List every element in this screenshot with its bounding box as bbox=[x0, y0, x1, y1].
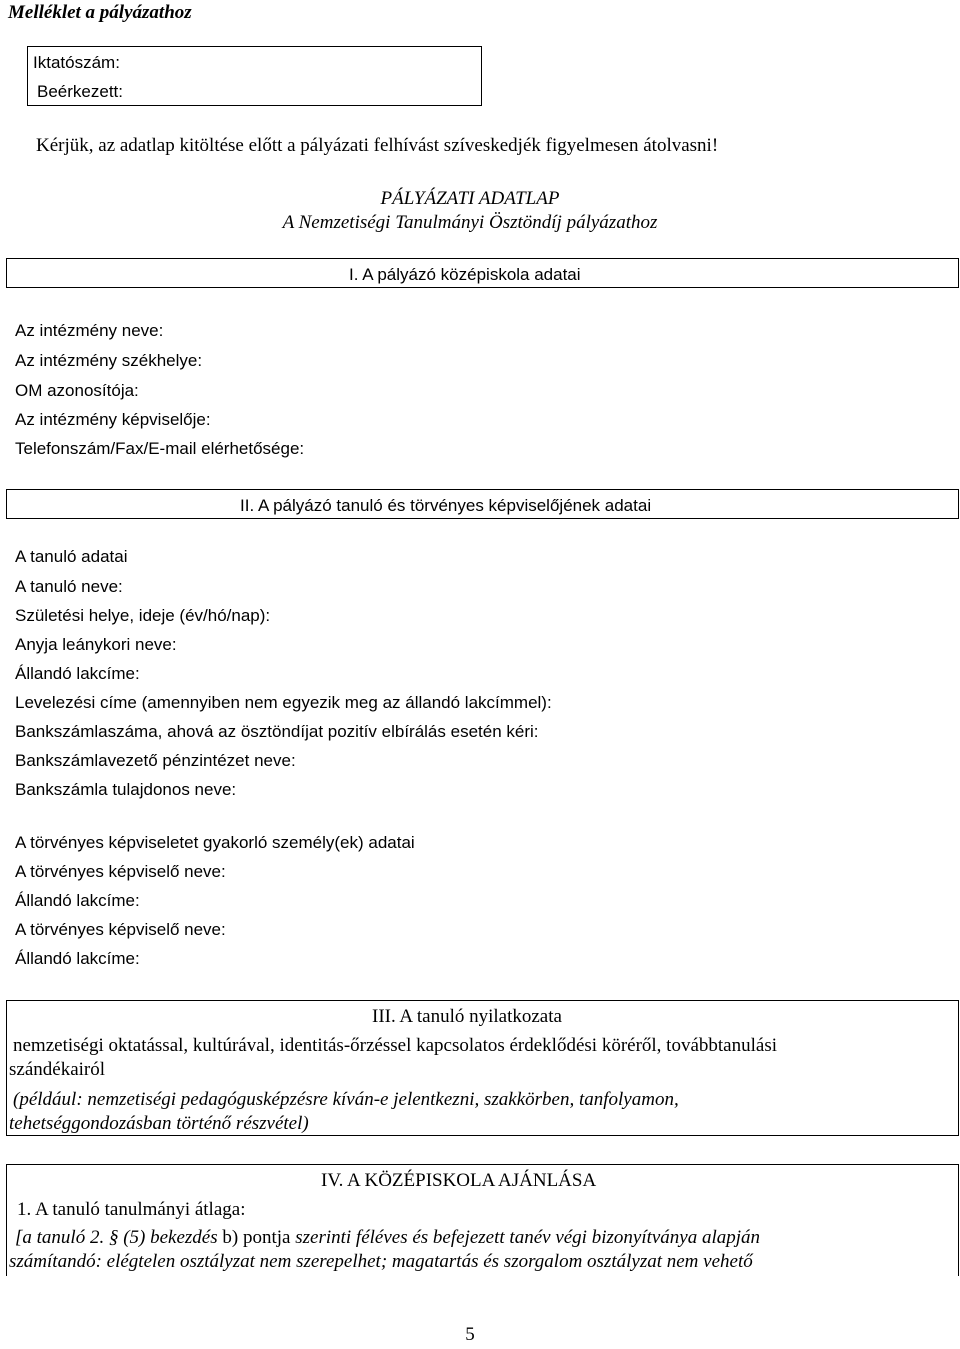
field-label: Állandó lakcíme: bbox=[15, 949, 140, 968]
field-label: Levelezési címe (amennyiben nem egyezik meg az állandó lakcímmel): bbox=[15, 693, 552, 712]
beerkezett-label: Beérkezett: bbox=[37, 82, 123, 101]
field-label: A tanuló neve: bbox=[15, 577, 123, 596]
note-part: § (5) bekezdés bbox=[108, 1227, 223, 1248]
field-label: A törvényes képviselő neve: bbox=[15, 862, 226, 881]
document-title: Melléklet a pályázathoz bbox=[8, 2, 192, 23]
field-label: Az intézmény neve: bbox=[15, 321, 164, 340]
declaration-line1: nemzetiségi oktatással, kultúrával, identitás-őrzéssel kapcsolatos érdeklődési köréről, továbbtanulási bbox=[13, 1035, 777, 1056]
field-label: Születési helye, ideje (év/hó/nap): bbox=[15, 606, 271, 625]
field-label: A törvényes képviselő neve: bbox=[15, 920, 226, 939]
section1-heading-box bbox=[6, 258, 959, 288]
note-part: b) pontja bbox=[222, 1227, 296, 1248]
declaration-line2: szándékairól bbox=[9, 1059, 106, 1080]
note-part: [a tanuló 2. bbox=[15, 1227, 109, 1248]
section2-heading: II. A pályázó tanuló és törvényes képviselőjének adatai bbox=[240, 496, 652, 515]
registration-box bbox=[27, 46, 482, 106]
average-label: 1. A tanuló tanulmányi átlaga: bbox=[17, 1199, 246, 1220]
field-label: A törvényes képviseletet gyakorló személy(ek) adatai bbox=[15, 833, 415, 852]
declaration-example2: tehetséggondozásban történő részvétel) bbox=[9, 1113, 309, 1134]
section4-heading: IV. A KÖZÉPISKOLA AJÁNLÁSA bbox=[321, 1170, 597, 1191]
average-note-line2: számítandó: elégtelen osztályzat nem szerepelhet; magatartás és szorgalom osztályzat nem vehető bbox=[9, 1251, 753, 1272]
section4-box bbox=[6, 1164, 959, 1276]
field-label: Anyja leánykori neve: bbox=[15, 635, 177, 654]
form-title-line1: PÁLYÁZATI ADATLAP bbox=[380, 188, 560, 209]
field-label: Bankszámlavezető pénzintézet neve: bbox=[15, 751, 296, 770]
note-part: szerinti féléves és befejezett tanév végi bizonyítványa alapján bbox=[295, 1227, 761, 1248]
form-title-line2: A Nemzetiségi Tanulmányi Ösztöndíj pályázathoz bbox=[282, 212, 658, 233]
section1-heading: I. A pályázó középiskola adatai bbox=[349, 265, 581, 284]
instruction-text: Kérjük, az adatlap kitöltése előtt a pályázati felhívást szíveskedjék figyelmesen átolvasni! bbox=[36, 135, 719, 156]
field-label: OM azonosítója: bbox=[15, 381, 139, 400]
declaration-example1: (például: nemzetiségi pedagógusképzésre kíván-e jelentkezni, szakkörben, tanfolyamon, bbox=[13, 1089, 679, 1110]
field-label: Telefonszám/Fax/E-mail elérhetősége: bbox=[15, 439, 305, 458]
section3-heading: III. A tanuló nyilatkozata bbox=[372, 1006, 562, 1027]
field-label: Állandó lakcíme: bbox=[15, 664, 140, 683]
field-label: Az intézmény székhelye: bbox=[15, 351, 203, 370]
field-label: Állandó lakcíme: bbox=[15, 891, 140, 910]
field-label: A tanuló adatai bbox=[15, 547, 128, 566]
iktatoszam-label: Iktatószám: bbox=[33, 53, 120, 72]
section3-box bbox=[6, 1000, 959, 1136]
field-label: Bankszámla tulajdonos neve: bbox=[15, 780, 237, 799]
average-note-line1 bbox=[15, 1228, 760, 1247]
page-number: 5 bbox=[465, 1324, 475, 1345]
field-label: Az intézmény képviselője: bbox=[15, 410, 211, 429]
field-label: Bankszámlaszáma, ahová az ösztöndíjat pozitív elbírálás esetén kéri: bbox=[15, 722, 539, 741]
section2-heading-box bbox=[6, 489, 959, 519]
